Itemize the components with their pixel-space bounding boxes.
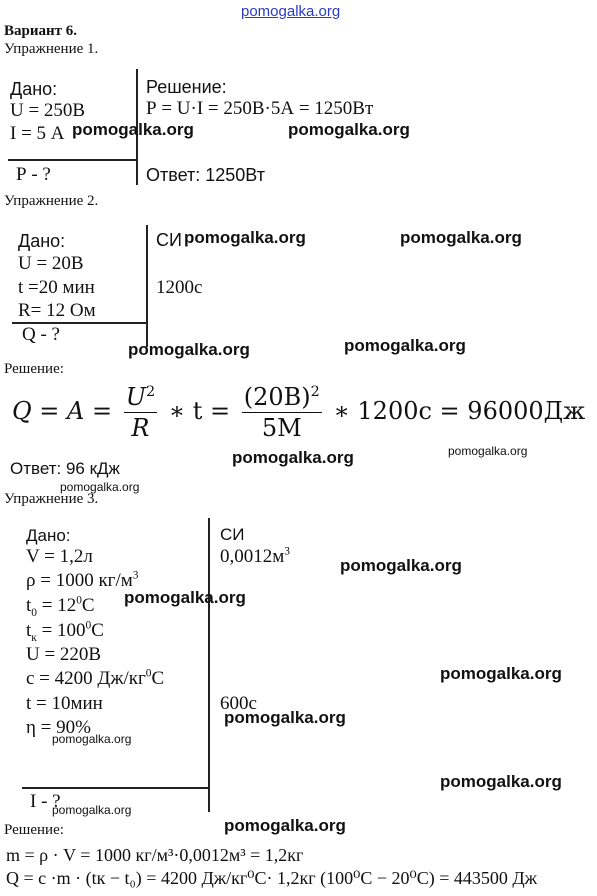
- exercise-2-heading: Упражнение 2.: [4, 193, 99, 209]
- ex1-given-label: Дано:: [10, 79, 58, 99]
- ex1-given-current: I = 5 А: [10, 123, 65, 144]
- variant-title: Вариант 6.: [4, 23, 78, 39]
- watermark: pomogalka.org: [128, 340, 250, 359]
- watermark: pomogalka.org: [440, 664, 562, 683]
- ex2-si-label: СИ: [156, 230, 182, 250]
- ex3-divider-horizontal: [22, 787, 210, 789]
- ex1-given-voltage: U = 250В: [10, 100, 86, 121]
- watermark: pomogalka.org: [448, 444, 528, 458]
- formula-mult-1: ∗ t =: [168, 397, 231, 425]
- ex1-divider-horizontal: [8, 159, 137, 161]
- formula-fraction-2: [242, 382, 322, 443]
- ex2-solution-label: Решение:: [4, 361, 64, 377]
- ex2-given-label: Дано:: [18, 231, 66, 251]
- ex3-find: I - ?: [30, 791, 61, 812]
- formula-fraction-1: [124, 382, 157, 443]
- ex3-si-time: 600с: [220, 693, 257, 714]
- ex3-given-heat-capacity: с = 4200 $Дж/кг^0С$: [26, 667, 165, 689]
- ex3-si-volume: $0,0012м^3$: [220, 545, 290, 567]
- ex3-solution-line-1: m = ρ · V = 1000 кг/м³·0,0012м³ = 1,2кг: [6, 845, 304, 865]
- watermark: pomogalka.org: [60, 480, 140, 494]
- fraction-2-power: 2: [310, 384, 320, 400]
- site-header-watermark: pomogalka.org: [241, 3, 341, 20]
- ex3-given-time: t = 10мин: [26, 693, 103, 714]
- watermark: pomogalka.org: [344, 336, 466, 355]
- watermark: pomogalka.org: [52, 803, 132, 817]
- fraction-2-denominator: 5М: [261, 414, 302, 442]
- watermark: pomogalka.org: [124, 588, 246, 607]
- ex3-given-volume: V = 1,2л: [26, 546, 93, 567]
- fraction-1-denominator: R: [131, 414, 150, 442]
- ex3-given-label: Дано:: [26, 526, 71, 545]
- fraction-1-numerator: U: [125, 383, 146, 411]
- ex3-given-efficiency: η = 90%: [26, 717, 91, 738]
- formula-rhs: ∗ 1200с = 96000Дж: [333, 397, 586, 425]
- fraction-1-power: 2: [146, 384, 156, 400]
- ex3-given-t0: $t_0 = 12^0С$: [26, 594, 95, 619]
- watermark: pomogalka.org: [440, 772, 562, 791]
- ex3-given-density: ρ = 1000 $кг/м^3$: [26, 569, 139, 591]
- ex3-given-tk: $t_к = 100^0С$: [26, 619, 104, 644]
- ex3-solution-line-2: Q = с ·m · (tк − t₀) = 4200 Дж/кг⁰С· 1,2кг (100⁰С − 20⁰С) = 443500 Дж: [6, 868, 538, 888]
- watermark: pomogalka.org: [72, 120, 194, 139]
- ex1-solution: Р = U·I = 250В·5А = 1250Вт: [146, 98, 374, 119]
- ex2-given-time: t =20 мин: [18, 277, 95, 298]
- watermark: pomogalka.org: [184, 228, 306, 247]
- ex2-find: Q - ?: [22, 324, 60, 345]
- watermark: pomogalka.org: [400, 228, 522, 247]
- ex3-solution-label: Решение:: [4, 822, 64, 838]
- watermark: pomogalka.org: [224, 708, 346, 727]
- fraction-2-numerator: (20В): [243, 383, 311, 411]
- watermark: pomogalka.org: [288, 120, 410, 139]
- exercise-3-heading: Упражнение 3.: [4, 491, 99, 507]
- ex2-formula: [12, 382, 585, 443]
- ex2-given-voltage: U = 20В: [18, 253, 84, 274]
- ex3-given-voltage: U = 220В: [26, 644, 102, 665]
- ex1-answer: Ответ: 1250Вт: [146, 165, 265, 185]
- watermark: pomogalka.org: [224, 816, 346, 835]
- exercise-1-heading: Упражнение 1.: [4, 41, 99, 57]
- watermark: pomogalka.org: [232, 448, 354, 467]
- ex2-given-resistance: R= 12 Ом: [18, 300, 96, 321]
- watermark: pomogalka.org: [340, 556, 462, 575]
- ex2-answer: Ответ: 96 кДж: [10, 459, 120, 478]
- ex1-solution-label: Решение:: [146, 77, 227, 97]
- watermark: pomogalka.org: [52, 732, 132, 746]
- ex2-divider-vertical: [146, 225, 148, 347]
- ex2-si-time: 1200с: [156, 277, 203, 298]
- ex3-si-label: СИ: [220, 525, 245, 544]
- formula-lhs: Q = A =: [12, 397, 113, 425]
- ex1-find: Р - ?: [16, 164, 51, 185]
- ex3-divider-vertical: [208, 518, 210, 812]
